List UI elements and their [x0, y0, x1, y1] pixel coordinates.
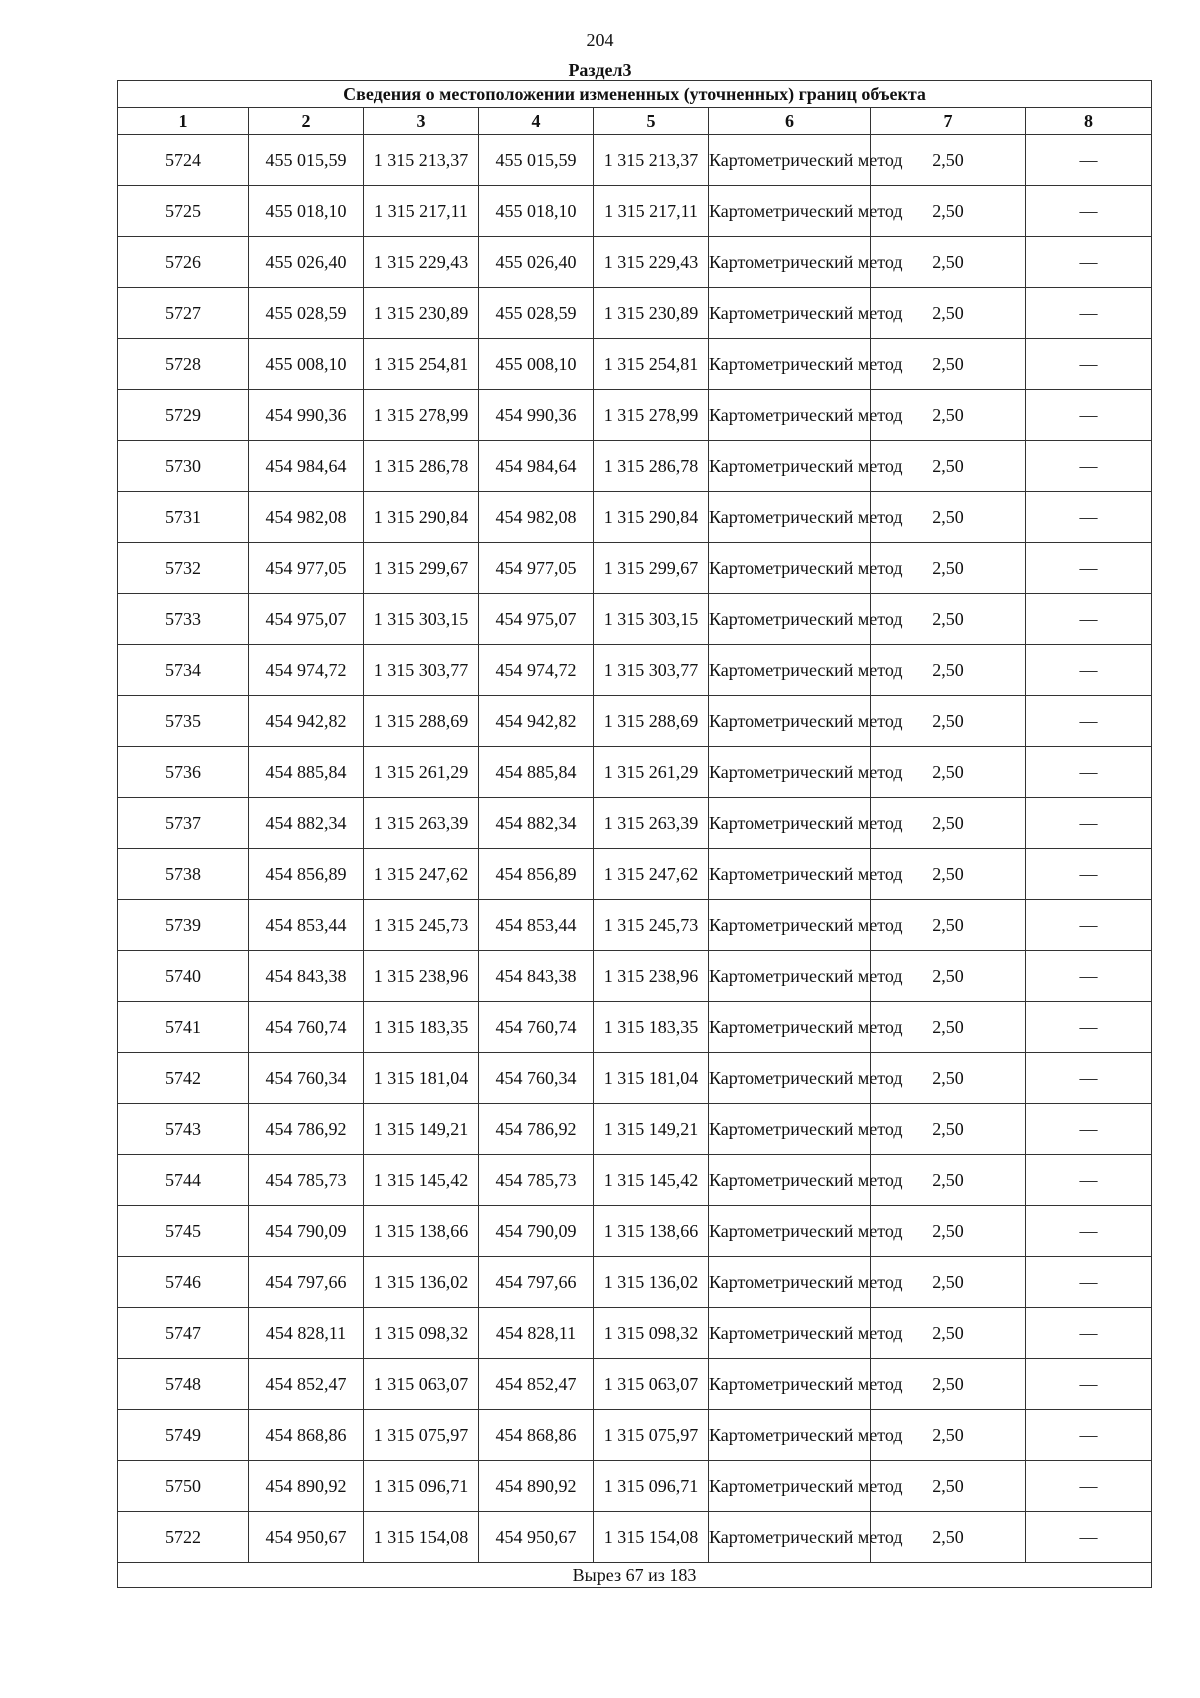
point-number-cell: 5747: [118, 1308, 249, 1359]
x-new-cell: 454 760,34: [479, 1053, 594, 1104]
y-old-cell: 1 315 230,89: [364, 288, 479, 339]
method-cell: Картометрический метод: [709, 390, 871, 441]
point-number-cell: 5725: [118, 186, 249, 237]
accuracy-cell: 2,50: [871, 1206, 1026, 1257]
x-old-cell: 454 828,11: [249, 1308, 364, 1359]
table-row: [118, 492, 1152, 543]
description-cell: —: [1026, 135, 1152, 186]
y-old-cell: 1 315 254,81: [364, 339, 479, 390]
description-cell: —: [1026, 1104, 1152, 1155]
y-new-cell: 1 315 230,89: [594, 288, 709, 339]
accuracy-cell: 2,50: [871, 492, 1026, 543]
x-new-cell: 454 760,74: [479, 1002, 594, 1053]
table-row: [118, 696, 1152, 747]
method-cell: Картометрический метод: [709, 492, 871, 543]
y-old-cell: 1 315 098,32: [364, 1308, 479, 1359]
description-cell: —: [1026, 1461, 1152, 1512]
section-title: Раздел3: [568, 60, 632, 80]
table-footer: Вырез 67 из 183: [118, 1563, 1152, 1588]
point-number-cell: 5745: [118, 1206, 249, 1257]
table-row: [118, 543, 1152, 594]
table-row: [118, 1359, 1152, 1410]
y-new-cell: 1 315 299,67: [594, 543, 709, 594]
table-row: [118, 186, 1152, 237]
accuracy-cell: 2,50: [871, 1512, 1026, 1563]
x-old-cell: 454 982,08: [249, 492, 364, 543]
table-row: [118, 849, 1152, 900]
y-old-cell: 1 315 096,71: [364, 1461, 479, 1512]
x-old-cell: 454 984,64: [249, 441, 364, 492]
y-new-cell: 1 315 149,21: [594, 1104, 709, 1155]
accuracy-cell: 2,50: [871, 543, 1026, 594]
x-new-cell: 454 790,09: [479, 1206, 594, 1257]
description-cell: —: [1026, 339, 1152, 390]
accuracy-cell: 2,50: [871, 849, 1026, 900]
column-header: 1: [118, 108, 249, 135]
x-new-cell: 454 852,47: [479, 1359, 594, 1410]
x-old-cell: 454 890,92: [249, 1461, 364, 1512]
x-new-cell: 455 026,40: [479, 237, 594, 288]
point-number-cell: 5729: [118, 390, 249, 441]
table-row: [118, 135, 1152, 186]
accuracy-cell: 2,50: [871, 1359, 1026, 1410]
method-cell: Картометрический метод: [709, 900, 871, 951]
x-old-cell: 454 797,66: [249, 1257, 364, 1308]
x-new-cell: 455 018,10: [479, 186, 594, 237]
method-cell: Картометрический метод: [709, 1002, 871, 1053]
accuracy-cell: 2,50: [871, 186, 1026, 237]
y-new-cell: 1 315 145,42: [594, 1155, 709, 1206]
x-new-cell: 455 015,59: [479, 135, 594, 186]
point-number-cell: 5744: [118, 1155, 249, 1206]
y-old-cell: 1 315 229,43: [364, 237, 479, 288]
y-old-cell: 1 315 063,07: [364, 1359, 479, 1410]
y-old-cell: 1 315 075,97: [364, 1410, 479, 1461]
accuracy-cell: 2,50: [871, 900, 1026, 951]
accuracy-cell: 2,50: [871, 1461, 1026, 1512]
method-cell: Картометрический метод: [709, 1155, 871, 1206]
method-cell: Картометрический метод: [709, 237, 871, 288]
point-number-cell: 5734: [118, 645, 249, 696]
table-body: [118, 135, 1152, 1563]
table-row: [118, 237, 1152, 288]
x-old-cell: 454 942,82: [249, 696, 364, 747]
accuracy-cell: 2,50: [871, 1053, 1026, 1104]
y-new-cell: 1 315 098,32: [594, 1308, 709, 1359]
method-cell: Картометрический метод: [709, 1053, 871, 1104]
column-header-row: [118, 108, 1152, 135]
method-cell: Картометрический метод: [709, 1257, 871, 1308]
table-row: [118, 441, 1152, 492]
y-new-cell: 1 315 213,37: [594, 135, 709, 186]
y-new-cell: 1 315 136,02: [594, 1257, 709, 1308]
point-number-cell: 5738: [118, 849, 249, 900]
x-new-cell: 454 856,89: [479, 849, 594, 900]
point-number-cell: 5728: [118, 339, 249, 390]
x-old-cell: 454 975,07: [249, 594, 364, 645]
accuracy-cell: 2,50: [871, 1410, 1026, 1461]
description-cell: —: [1026, 1002, 1152, 1053]
x-new-cell: 454 885,84: [479, 747, 594, 798]
boundary-coordinates-table: [117, 80, 1152, 1588]
table-row: [118, 645, 1152, 696]
x-new-cell: 454 984,64: [479, 441, 594, 492]
method-cell: Картометрический метод: [709, 1206, 871, 1257]
x-new-cell: 454 828,11: [479, 1308, 594, 1359]
table-row: [118, 390, 1152, 441]
accuracy-cell: 2,50: [871, 747, 1026, 798]
x-old-cell: 454 885,84: [249, 747, 364, 798]
point-number-cell: 5741: [118, 1002, 249, 1053]
description-cell: —: [1026, 1053, 1152, 1104]
accuracy-cell: 2,50: [871, 798, 1026, 849]
x-old-cell: 455 018,10: [249, 186, 364, 237]
table-caption: Сведения о местоположении измененных (уточненных) границ объекта: [118, 81, 1152, 108]
accuracy-cell: 2,50: [871, 1002, 1026, 1053]
accuracy-cell: 2,50: [871, 1104, 1026, 1155]
column-header: 6: [709, 108, 871, 135]
table-row: [118, 900, 1152, 951]
table-row: [118, 594, 1152, 645]
method-cell: Картометрический метод: [709, 186, 871, 237]
table-row: [118, 339, 1152, 390]
method-cell: Картометрический метод: [709, 594, 871, 645]
method-cell: Картометрический метод: [709, 1410, 871, 1461]
table-row: [118, 1257, 1152, 1308]
description-cell: —: [1026, 900, 1152, 951]
point-number-cell: 5749: [118, 1410, 249, 1461]
y-old-cell: 1 315 245,73: [364, 900, 479, 951]
x-old-cell: 454 974,72: [249, 645, 364, 696]
method-cell: Картометрический метод: [709, 339, 871, 390]
accuracy-cell: 2,50: [871, 1308, 1026, 1359]
description-cell: —: [1026, 696, 1152, 747]
description-cell: —: [1026, 1308, 1152, 1359]
point-number-cell: 5731: [118, 492, 249, 543]
x-new-cell: 454 797,66: [479, 1257, 594, 1308]
description-cell: —: [1026, 288, 1152, 339]
point-number-cell: 5726: [118, 237, 249, 288]
y-new-cell: 1 315 247,62: [594, 849, 709, 900]
point-number-cell: 5727: [118, 288, 249, 339]
accuracy-cell: 2,50: [871, 594, 1026, 645]
x-new-cell: 454 982,08: [479, 492, 594, 543]
x-new-cell: 454 882,34: [479, 798, 594, 849]
accuracy-cell: 2,50: [871, 1155, 1026, 1206]
y-old-cell: 1 315 290,84: [364, 492, 479, 543]
x-old-cell: 454 790,09: [249, 1206, 364, 1257]
point-number-cell: 5740: [118, 951, 249, 1002]
column-header: 5: [594, 108, 709, 135]
x-new-cell: 455 008,10: [479, 339, 594, 390]
y-new-cell: 1 315 286,78: [594, 441, 709, 492]
column-header: 8: [1026, 108, 1152, 135]
y-new-cell: 1 315 238,96: [594, 951, 709, 1002]
accuracy-cell: 2,50: [871, 1257, 1026, 1308]
description-cell: —: [1026, 645, 1152, 696]
table-footer-row: [118, 1563, 1152, 1588]
y-new-cell: 1 315 229,43: [594, 237, 709, 288]
description-cell: —: [1026, 747, 1152, 798]
description-cell: —: [1026, 543, 1152, 594]
method-cell: Картометрический метод: [709, 645, 871, 696]
method-cell: Картометрический метод: [709, 849, 871, 900]
table-row: [118, 1206, 1152, 1257]
accuracy-cell: 2,50: [871, 441, 1026, 492]
column-header: 7: [871, 108, 1026, 135]
y-new-cell: 1 315 263,39: [594, 798, 709, 849]
method-cell: Картометрический метод: [709, 441, 871, 492]
y-new-cell: 1 315 278,99: [594, 390, 709, 441]
page-number: 204: [586, 30, 614, 50]
method-cell: Картометрический метод: [709, 747, 871, 798]
method-cell: Картометрический метод: [709, 1104, 871, 1155]
x-new-cell: 454 977,05: [479, 543, 594, 594]
description-cell: —: [1026, 492, 1152, 543]
point-number-cell: 5732: [118, 543, 249, 594]
description-cell: —: [1026, 1359, 1152, 1410]
y-new-cell: 1 315 254,81: [594, 339, 709, 390]
point-number-cell: 5736: [118, 747, 249, 798]
y-new-cell: 1 315 154,08: [594, 1512, 709, 1563]
column-header: 2: [249, 108, 364, 135]
x-old-cell: 454 760,74: [249, 1002, 364, 1053]
y-old-cell: 1 315 154,08: [364, 1512, 479, 1563]
table-row: [118, 1512, 1152, 1563]
method-cell: Картометрический метод: [709, 798, 871, 849]
x-new-cell: 455 028,59: [479, 288, 594, 339]
table-row: [118, 288, 1152, 339]
table-caption-row: [118, 81, 1152, 108]
x-old-cell: 454 950,67: [249, 1512, 364, 1563]
description-cell: —: [1026, 390, 1152, 441]
y-old-cell: 1 315 263,39: [364, 798, 479, 849]
description-cell: —: [1026, 1206, 1152, 1257]
accuracy-cell: 2,50: [871, 339, 1026, 390]
y-new-cell: 1 315 217,11: [594, 186, 709, 237]
description-cell: —: [1026, 1410, 1152, 1461]
table-row: [118, 1410, 1152, 1461]
x-old-cell: 454 856,89: [249, 849, 364, 900]
column-header: 4: [479, 108, 594, 135]
accuracy-cell: 2,50: [871, 390, 1026, 441]
y-old-cell: 1 315 303,15: [364, 594, 479, 645]
table-row: [118, 1155, 1152, 1206]
x-new-cell: 454 990,36: [479, 390, 594, 441]
accuracy-cell: 2,50: [871, 645, 1026, 696]
table-row: [118, 1461, 1152, 1512]
point-number-cell: 5739: [118, 900, 249, 951]
y-new-cell: 1 315 303,15: [594, 594, 709, 645]
y-old-cell: 1 315 278,99: [364, 390, 479, 441]
x-old-cell: 455 008,10: [249, 339, 364, 390]
point-number-cell: 5748: [118, 1359, 249, 1410]
point-number-cell: 5742: [118, 1053, 249, 1104]
y-old-cell: 1 315 261,29: [364, 747, 479, 798]
point-number-cell: 5724: [118, 135, 249, 186]
description-cell: —: [1026, 186, 1152, 237]
x-old-cell: 454 785,73: [249, 1155, 364, 1206]
y-old-cell: 1 315 145,42: [364, 1155, 479, 1206]
point-number-cell: 5733: [118, 594, 249, 645]
y-new-cell: 1 315 290,84: [594, 492, 709, 543]
point-number-cell: 5737: [118, 798, 249, 849]
y-new-cell: 1 315 261,29: [594, 747, 709, 798]
y-old-cell: 1 315 149,21: [364, 1104, 479, 1155]
x-old-cell: 455 028,59: [249, 288, 364, 339]
method-cell: Картометрический метод: [709, 951, 871, 1002]
x-old-cell: 455 015,59: [249, 135, 364, 186]
x-new-cell: 454 785,73: [479, 1155, 594, 1206]
y-old-cell: 1 315 138,66: [364, 1206, 479, 1257]
method-cell: Картометрический метод: [709, 696, 871, 747]
x-old-cell: 454 977,05: [249, 543, 364, 594]
method-cell: Картометрический метод: [709, 1308, 871, 1359]
table-row: [118, 1002, 1152, 1053]
y-new-cell: 1 315 181,04: [594, 1053, 709, 1104]
table-row: [118, 1308, 1152, 1359]
y-old-cell: 1 315 288,69: [364, 696, 479, 747]
y-new-cell: 1 315 245,73: [594, 900, 709, 951]
point-number-cell: 5746: [118, 1257, 249, 1308]
x-old-cell: 454 760,34: [249, 1053, 364, 1104]
method-cell: Картометрический метод: [709, 543, 871, 594]
y-old-cell: 1 315 213,37: [364, 135, 479, 186]
y-new-cell: 1 315 288,69: [594, 696, 709, 747]
y-new-cell: 1 315 096,71: [594, 1461, 709, 1512]
description-cell: —: [1026, 594, 1152, 645]
y-old-cell: 1 315 181,04: [364, 1053, 479, 1104]
point-number-cell: 5722: [118, 1512, 249, 1563]
accuracy-cell: 2,50: [871, 696, 1026, 747]
y-old-cell: 1 315 303,77: [364, 645, 479, 696]
method-cell: Картометрический метод: [709, 1461, 871, 1512]
accuracy-cell: 2,50: [871, 951, 1026, 1002]
x-old-cell: 454 868,86: [249, 1410, 364, 1461]
x-new-cell: 454 843,38: [479, 951, 594, 1002]
method-cell: Картометрический метод: [709, 288, 871, 339]
y-new-cell: 1 315 138,66: [594, 1206, 709, 1257]
y-old-cell: 1 315 247,62: [364, 849, 479, 900]
method-cell: Картометрический метод: [709, 1512, 871, 1563]
x-old-cell: 454 786,92: [249, 1104, 364, 1155]
x-old-cell: 455 026,40: [249, 237, 364, 288]
y-new-cell: 1 315 303,77: [594, 645, 709, 696]
method-cell: Картометрический метод: [709, 135, 871, 186]
y-old-cell: 1 315 136,02: [364, 1257, 479, 1308]
x-old-cell: 454 990,36: [249, 390, 364, 441]
description-cell: —: [1026, 798, 1152, 849]
table-row: [118, 798, 1152, 849]
x-old-cell: 454 853,44: [249, 900, 364, 951]
accuracy-cell: 2,50: [871, 288, 1026, 339]
x-old-cell: 454 882,34: [249, 798, 364, 849]
description-cell: —: [1026, 237, 1152, 288]
point-number-cell: 5743: [118, 1104, 249, 1155]
description-cell: —: [1026, 849, 1152, 900]
x-new-cell: 454 942,82: [479, 696, 594, 747]
x-new-cell: 454 853,44: [479, 900, 594, 951]
y-old-cell: 1 315 183,35: [364, 1002, 479, 1053]
x-old-cell: 454 843,38: [249, 951, 364, 1002]
x-old-cell: 454 852,47: [249, 1359, 364, 1410]
column-header: 3: [364, 108, 479, 135]
y-new-cell: 1 315 075,97: [594, 1410, 709, 1461]
y-old-cell: 1 315 286,78: [364, 441, 479, 492]
x-new-cell: 454 890,92: [479, 1461, 594, 1512]
y-new-cell: 1 315 063,07: [594, 1359, 709, 1410]
description-cell: —: [1026, 1257, 1152, 1308]
point-number-cell: 5735: [118, 696, 249, 747]
description-cell: —: [1026, 1512, 1152, 1563]
table-row: [118, 747, 1152, 798]
table-row: [118, 951, 1152, 1002]
point-number-cell: 5730: [118, 441, 249, 492]
accuracy-cell: 2,50: [871, 237, 1026, 288]
accuracy-cell: 2,50: [871, 135, 1026, 186]
description-cell: —: [1026, 951, 1152, 1002]
y-new-cell: 1 315 183,35: [594, 1002, 709, 1053]
x-new-cell: 454 868,86: [479, 1410, 594, 1461]
point-number-cell: 5750: [118, 1461, 249, 1512]
x-new-cell: 454 786,92: [479, 1104, 594, 1155]
y-old-cell: 1 315 299,67: [364, 543, 479, 594]
x-new-cell: 454 950,67: [479, 1512, 594, 1563]
method-cell: Картометрический метод: [709, 1359, 871, 1410]
table-row: [118, 1053, 1152, 1104]
x-new-cell: 454 974,72: [479, 645, 594, 696]
y-old-cell: 1 315 238,96: [364, 951, 479, 1002]
description-cell: —: [1026, 441, 1152, 492]
table-row: [118, 1104, 1152, 1155]
x-new-cell: 454 975,07: [479, 594, 594, 645]
y-old-cell: 1 315 217,11: [364, 186, 479, 237]
description-cell: —: [1026, 1155, 1152, 1206]
